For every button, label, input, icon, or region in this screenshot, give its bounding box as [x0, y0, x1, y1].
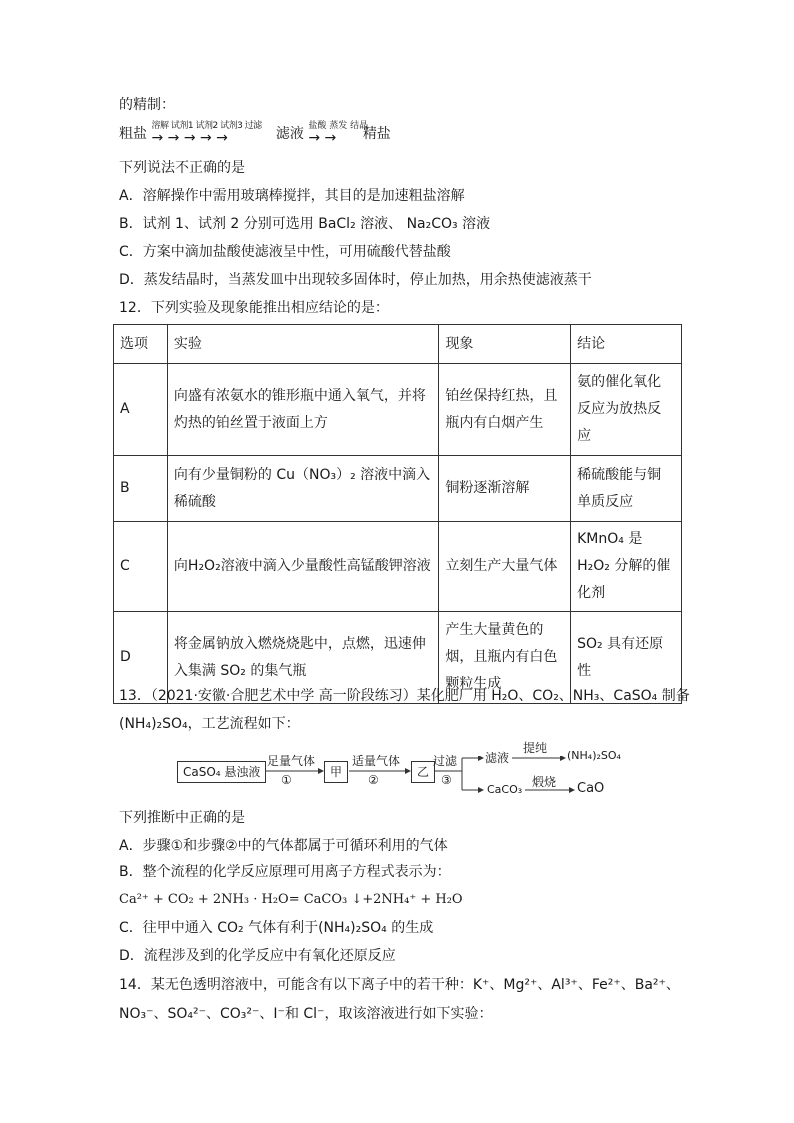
- purification-process: [119, 121, 391, 146]
- process-start: 粗盐: [119, 126, 147, 142]
- row-b-option: B: [114, 456, 168, 522]
- table-header-row: [114, 325, 682, 364]
- flow-arrow3-bottom: ③: [441, 773, 452, 787]
- row-d-option: D: [114, 612, 168, 704]
- row-a-conclusion: 氨的催化氧化反应为放热反应: [571, 364, 682, 456]
- row-b-conclusion: 稀硫酸能与铜单质反应: [571, 456, 682, 522]
- table-row: [114, 522, 682, 612]
- header-conclusion: 结论: [571, 325, 682, 364]
- q11-option-b: B．试剂 1、试剂 2 分别可选用 BaCl₂ 溶液、 Na₂CO₃ 溶液: [119, 216, 491, 232]
- q14-line-2: NO₃⁻、SO₄²⁻、CO₃²⁻、I⁻和 Cl⁻，取该溶液进行如下实验：: [119, 1006, 493, 1022]
- flow-box-caso4: CaSO₄ 悬浊液: [177, 761, 266, 783]
- q12-table: [113, 324, 682, 704]
- q13-option-c: C．往甲中通入 CO₂ 气体有利于(NH₄)₂SO₄ 的生成: [119, 920, 434, 936]
- row-d-conclusion: SO₂ 具有还原性: [571, 612, 682, 704]
- row-b-phenomenon: 铜粉逐渐溶解: [439, 456, 571, 522]
- q13-option-b-equation: Ca²⁺ + CO₂ + 2NH₃ · H₂O= CaCO₃ ↓+2NH₄⁺ + H₂O: [119, 892, 463, 907]
- intro-text: 的精制：: [119, 97, 175, 113]
- q13-stem-2: (NH₄)₂SO₄，工艺流程如下：: [119, 716, 300, 732]
- header-phenomenon: 现象: [439, 325, 571, 364]
- flow-branch2: CaCO₃: [487, 783, 523, 796]
- row-c-phenomenon: 立刻生产大量气体: [439, 522, 571, 612]
- flow-arrow3-top: 过滤: [433, 754, 458, 768]
- q14-line-1: 14．某无色透明溶液中，可能含有以下离子中的若干种：K⁺、Mg²⁺、Al³⁺、Fe²⁺、Ba²⁺、: [119, 977, 680, 993]
- row-c-conclusion: KMnO₄ 是 H₂O₂ 分解的催化剂: [571, 522, 682, 612]
- q11-stem: 下列说法不正确的是: [119, 160, 245, 176]
- process-arrows-2: 盐酸 蒸发 结晶 → →: [308, 124, 358, 144]
- process-flow-diagram: [175, 741, 635, 806]
- row-c-experiment: 向H₂O₂溶液中滴入少量酸性高锰酸钾溶液: [167, 522, 438, 612]
- table-row: [114, 456, 682, 522]
- process-mid: 滤液: [275, 126, 304, 142]
- row-c-option: C: [114, 522, 168, 612]
- flow-box-jia: 甲: [324, 761, 348, 783]
- q13-stem-1: 13．（2021·安徽·合肥艺术中学 高一阶段练习）某化肥厂用 H₂O、CO₂、NH₃、CaSO₄ 制备: [119, 688, 690, 704]
- table-row: [114, 364, 682, 456]
- flow-branch1-arrow: 提纯: [523, 741, 548, 755]
- process-arrows-1: 溶解 试剂1 试剂2 试剂3 过滤 → → → → →: [151, 124, 271, 144]
- flow-arrow2-bottom: ②: [368, 773, 379, 787]
- q13-stem-3: 下列推断中正确的是: [119, 810, 245, 826]
- flow-branch2-product: CaO: [577, 781, 605, 796]
- flow-branch2-arrow: 煅烧: [532, 775, 557, 789]
- flow-branch1-product: (NH₄)₂SO₄: [567, 749, 621, 762]
- process-end: 精盐: [362, 126, 391, 142]
- row-d-phenomenon: 产生大量黄色的烟，且瓶内有白色颗粒生成: [439, 612, 571, 704]
- row-a-option: A: [114, 364, 168, 456]
- q12-stem: 12．下列实验及现象能推出相应结论的是：: [119, 300, 389, 316]
- header-experiment: 实验: [167, 325, 438, 364]
- row-a-phenomenon: 铂丝保持红热，且瓶内有白烟产生: [439, 364, 571, 456]
- row-b-experiment: 向有少量铜粉的 Cu（NO₃）₂ 溶液中滴入稀硫酸: [167, 456, 438, 522]
- flow-box-yi: 乙: [411, 761, 435, 783]
- q13-option-d: D．流程涉及到的化学反应中有氧化还原反应: [119, 948, 396, 964]
- q11-option-d: D．蒸发结晶时，当蒸发皿中出现较多固体时，停止加热，用余热使滤液蒸干: [119, 272, 592, 288]
- flow-arrow2-top: 适量气体: [352, 754, 401, 768]
- q11-option-c: C．方案中滴加盐酸使滤液呈中性，可用硫酸代替盐酸: [119, 244, 451, 260]
- flow-branch1: 滤液: [485, 751, 510, 765]
- process-step-labels-2: 盐酸 蒸发 结晶: [308, 121, 369, 131]
- flow-arrow1-bottom: ①: [281, 773, 292, 787]
- process-step-labels-1: 溶解 试剂1 试剂2 试剂3 过滤: [151, 121, 262, 131]
- row-d-experiment: 将金属钠放入燃烧烧匙中，点燃，迅速伸入集满 SO₂ 的集气瓶: [167, 612, 438, 704]
- header-option: 选项: [114, 325, 168, 364]
- q11-option-a: A．溶解操作中需用玻璃棒搅拌，其目的是加速粗盐溶解: [119, 188, 465, 204]
- row-a-experiment: 向盛有浓氨水的锥形瓶中通入氧气，并将灼热的铂丝置于液面上方: [167, 364, 438, 456]
- q13-option-a: A．步骤①和步骤②中的气体都属于可循环利用的气体: [119, 838, 448, 854]
- flow-arrow1-top: 足量气体: [267, 754, 316, 768]
- q13-option-b: B．整个流程的化学反应原理可用离子方程式表示为：: [119, 864, 451, 880]
